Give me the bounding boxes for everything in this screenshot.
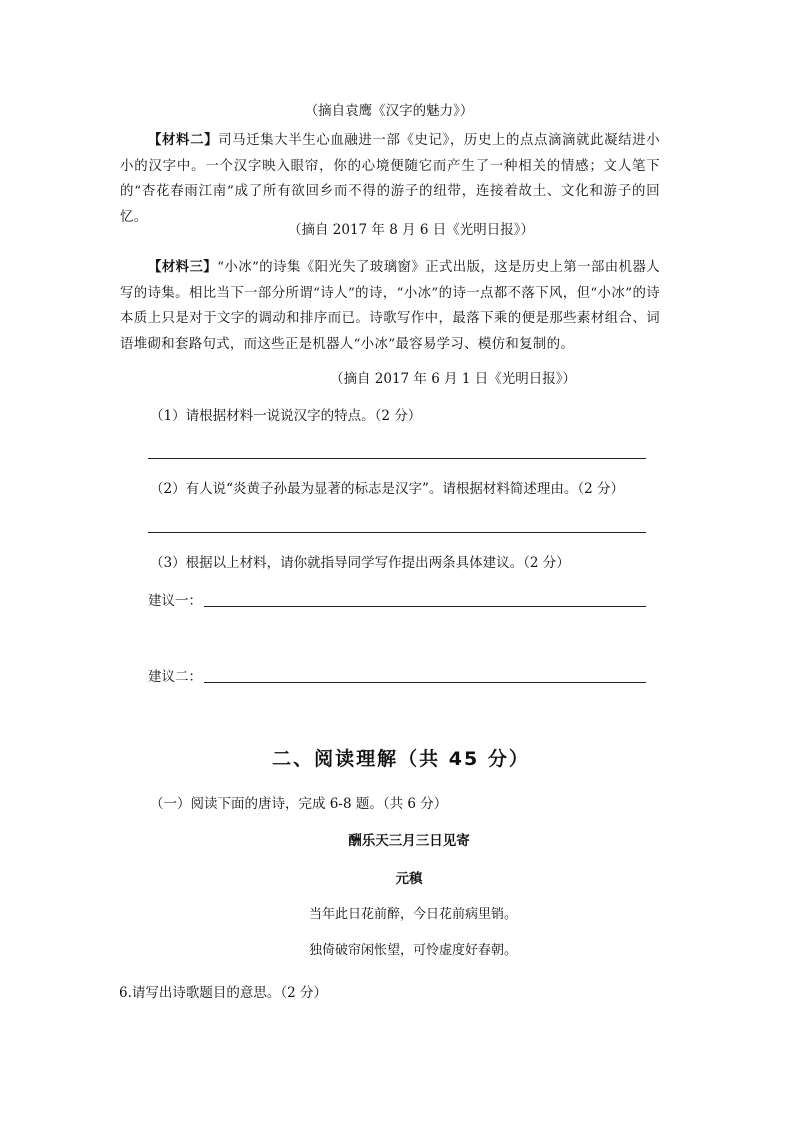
material-3-paragraph xyxy=(120,255,660,358)
question-1: （1）请根据材料一说说汉字的特点。（2 分） xyxy=(150,408,422,424)
question-2: （2）有人说“炎黄子孙最为显著的标志是汉字”。请根据材料简述理由。（2 分） xyxy=(150,481,625,497)
poem-line-1: 当年此日花前醉，今日花前病里销。 xyxy=(308,907,517,922)
question-3: （3）根据以上材料，请你就指导同学写作提出两条具体建议。（2 分） xyxy=(150,555,570,571)
material-2-paragraph xyxy=(120,128,660,231)
poem-line-2: 独倚破帘闲怅望，可怜虚度好春朝。 xyxy=(308,943,517,958)
poem-author: 元稹 xyxy=(395,871,423,887)
source-3: （摘自 2017 年 6 月 1 日《光明日报》） xyxy=(329,371,577,387)
answer-line-2[interactable] xyxy=(148,532,646,533)
subsection-title: （一）阅读下面的唐诗，完成 6-8 题。（共 6 分） xyxy=(150,796,448,812)
section-title: 二、阅读理解（共 45 分） xyxy=(272,748,530,770)
question-6: 6.请写出诗歌题目的意思。（2 分） xyxy=(119,985,328,1001)
poem-title: 酬乐天三月三日见寄 xyxy=(348,833,470,849)
material-2-text: 司马迁集大半生心血融进一部《史记》，历史上的点点滴滴就此凝结进小小的汉字中。一个汉字映入眼帘，你的心境便随它而产生了一种相关的情感；文人笔下的“杏花春雨江南”成了所有欲回乡而不得的游子的纽带，连接着故土、文化和游子的回忆。 xyxy=(120,133,661,226)
suggestion-2-label: 建议二： xyxy=(148,669,202,685)
suggestion-2-line[interactable] xyxy=(204,682,646,683)
material-2-tag: 【材料二】 xyxy=(148,133,219,148)
material-3-text: “小冰”的诗集《阳光失了玻璃窗》正式出版，这是历史上第一部由机器人写的诗集。相比当下一部分所谓“诗人”的诗，“小冰”的诗一点都不落下风，但“小冰”的诗本质上只是对于文字的调动和排序而已。诗歌写作中，最落下乘的便是那些素材组合、词语堆砌和套路句式，而这些正是机器人“小冰”最容易学习、模仿和复制的。 xyxy=(120,260,660,353)
source-2: （摘自 2017 年 8 月 6 日《光明日报》） xyxy=(287,222,535,238)
suggestion-1-label: 建议一： xyxy=(148,593,202,609)
material-3-tag: 【材料三】 xyxy=(148,260,218,275)
suggestion-1-line[interactable] xyxy=(204,606,646,607)
source-1: （摘自袁鹰《汉字的魅力》） xyxy=(304,103,474,119)
answer-line-1[interactable] xyxy=(148,458,646,459)
